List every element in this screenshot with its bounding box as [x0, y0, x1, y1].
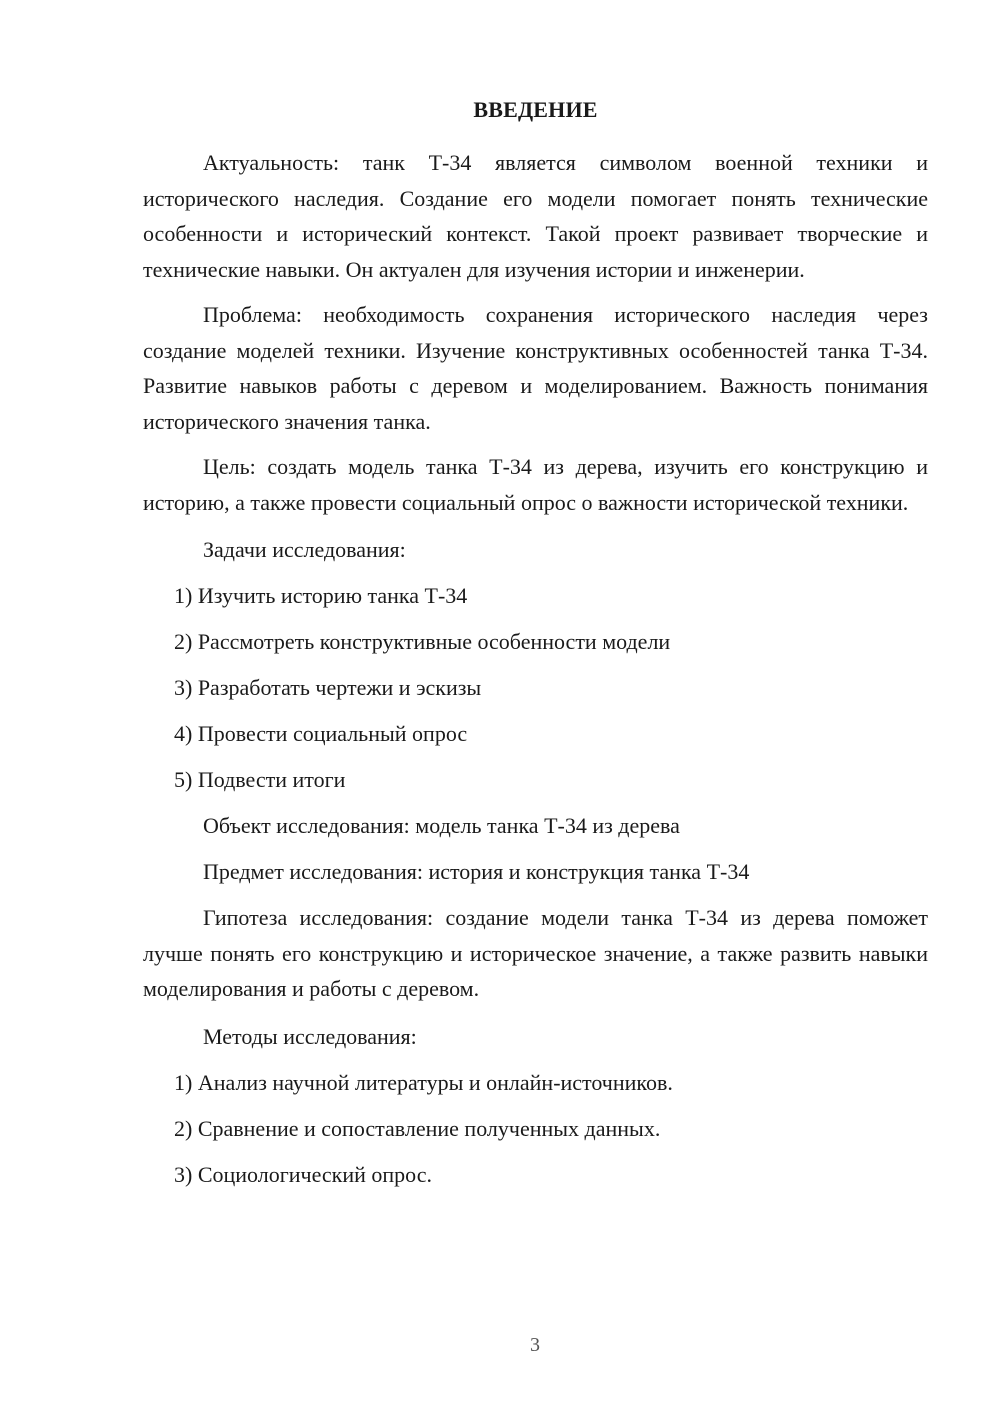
page-number: 3: [530, 1334, 540, 1356]
object-line: Объект исследования: модель танка Т-34 из дерева: [203, 813, 680, 838]
methods-heading: Методы исследования:: [203, 1023, 417, 1049]
page-title: ВВЕДЕНИЕ: [473, 97, 598, 122]
tasks-heading: Задачи исследования:: [203, 537, 406, 562]
method-item: 2) Сравнение и сопоставление полученных данных.: [174, 1115, 661, 1141]
problem-paragraph: Проблема: необходимость сохранения исторического наследия через создание моделей техники. Изучение конструктивных особенностей танка Т-34. Развитие навыков работы с деревом и моделированием. Важность понимания исторического значения танка.: [143, 302, 928, 434]
task-item: 1) Изучить историю танка Т-34: [174, 583, 468, 608]
method-item: 1) Анализ научной литературы и онлайн-источников.: [174, 1069, 673, 1095]
document-page: [143, 95, 928, 1203]
subject-line: Предмет исследования: история и конструкция танка Т-34: [203, 859, 750, 884]
relevance-paragraph: Актуальность: танк Т-34 является символом военной техники и исторического наследия. Создание его модели помогает понять технические особенности и исторический контекст. Такой проект развивает творческие и технические навыки. Он актуален для изучения истории и инженерии.: [143, 150, 928, 282]
task-item: 4) Провести социальный опрос: [174, 721, 468, 746]
method-item: 3) Социологический опрос.: [174, 1161, 432, 1187]
task-item: 3) Разработать чертежи и эскизы: [174, 675, 482, 700]
goal-paragraph: Цель: создать модель танка Т-34 из дерева, изучить его конструкцию и историю, а также провести социальный опрос о важности исторической техники.: [143, 454, 928, 515]
task-item: 2) Рассмотреть конструктивные особенности модели: [174, 629, 671, 654]
hypothesis-paragraph: Гипотеза исследования: создание модели танка Т-34 из дерева поможет лучше понять его конструкцию и историческое значение, а также развить навыки моделирования и работы с деревом.: [143, 905, 928, 1001]
task-item: 5) Подвести итоги: [174, 767, 346, 792]
